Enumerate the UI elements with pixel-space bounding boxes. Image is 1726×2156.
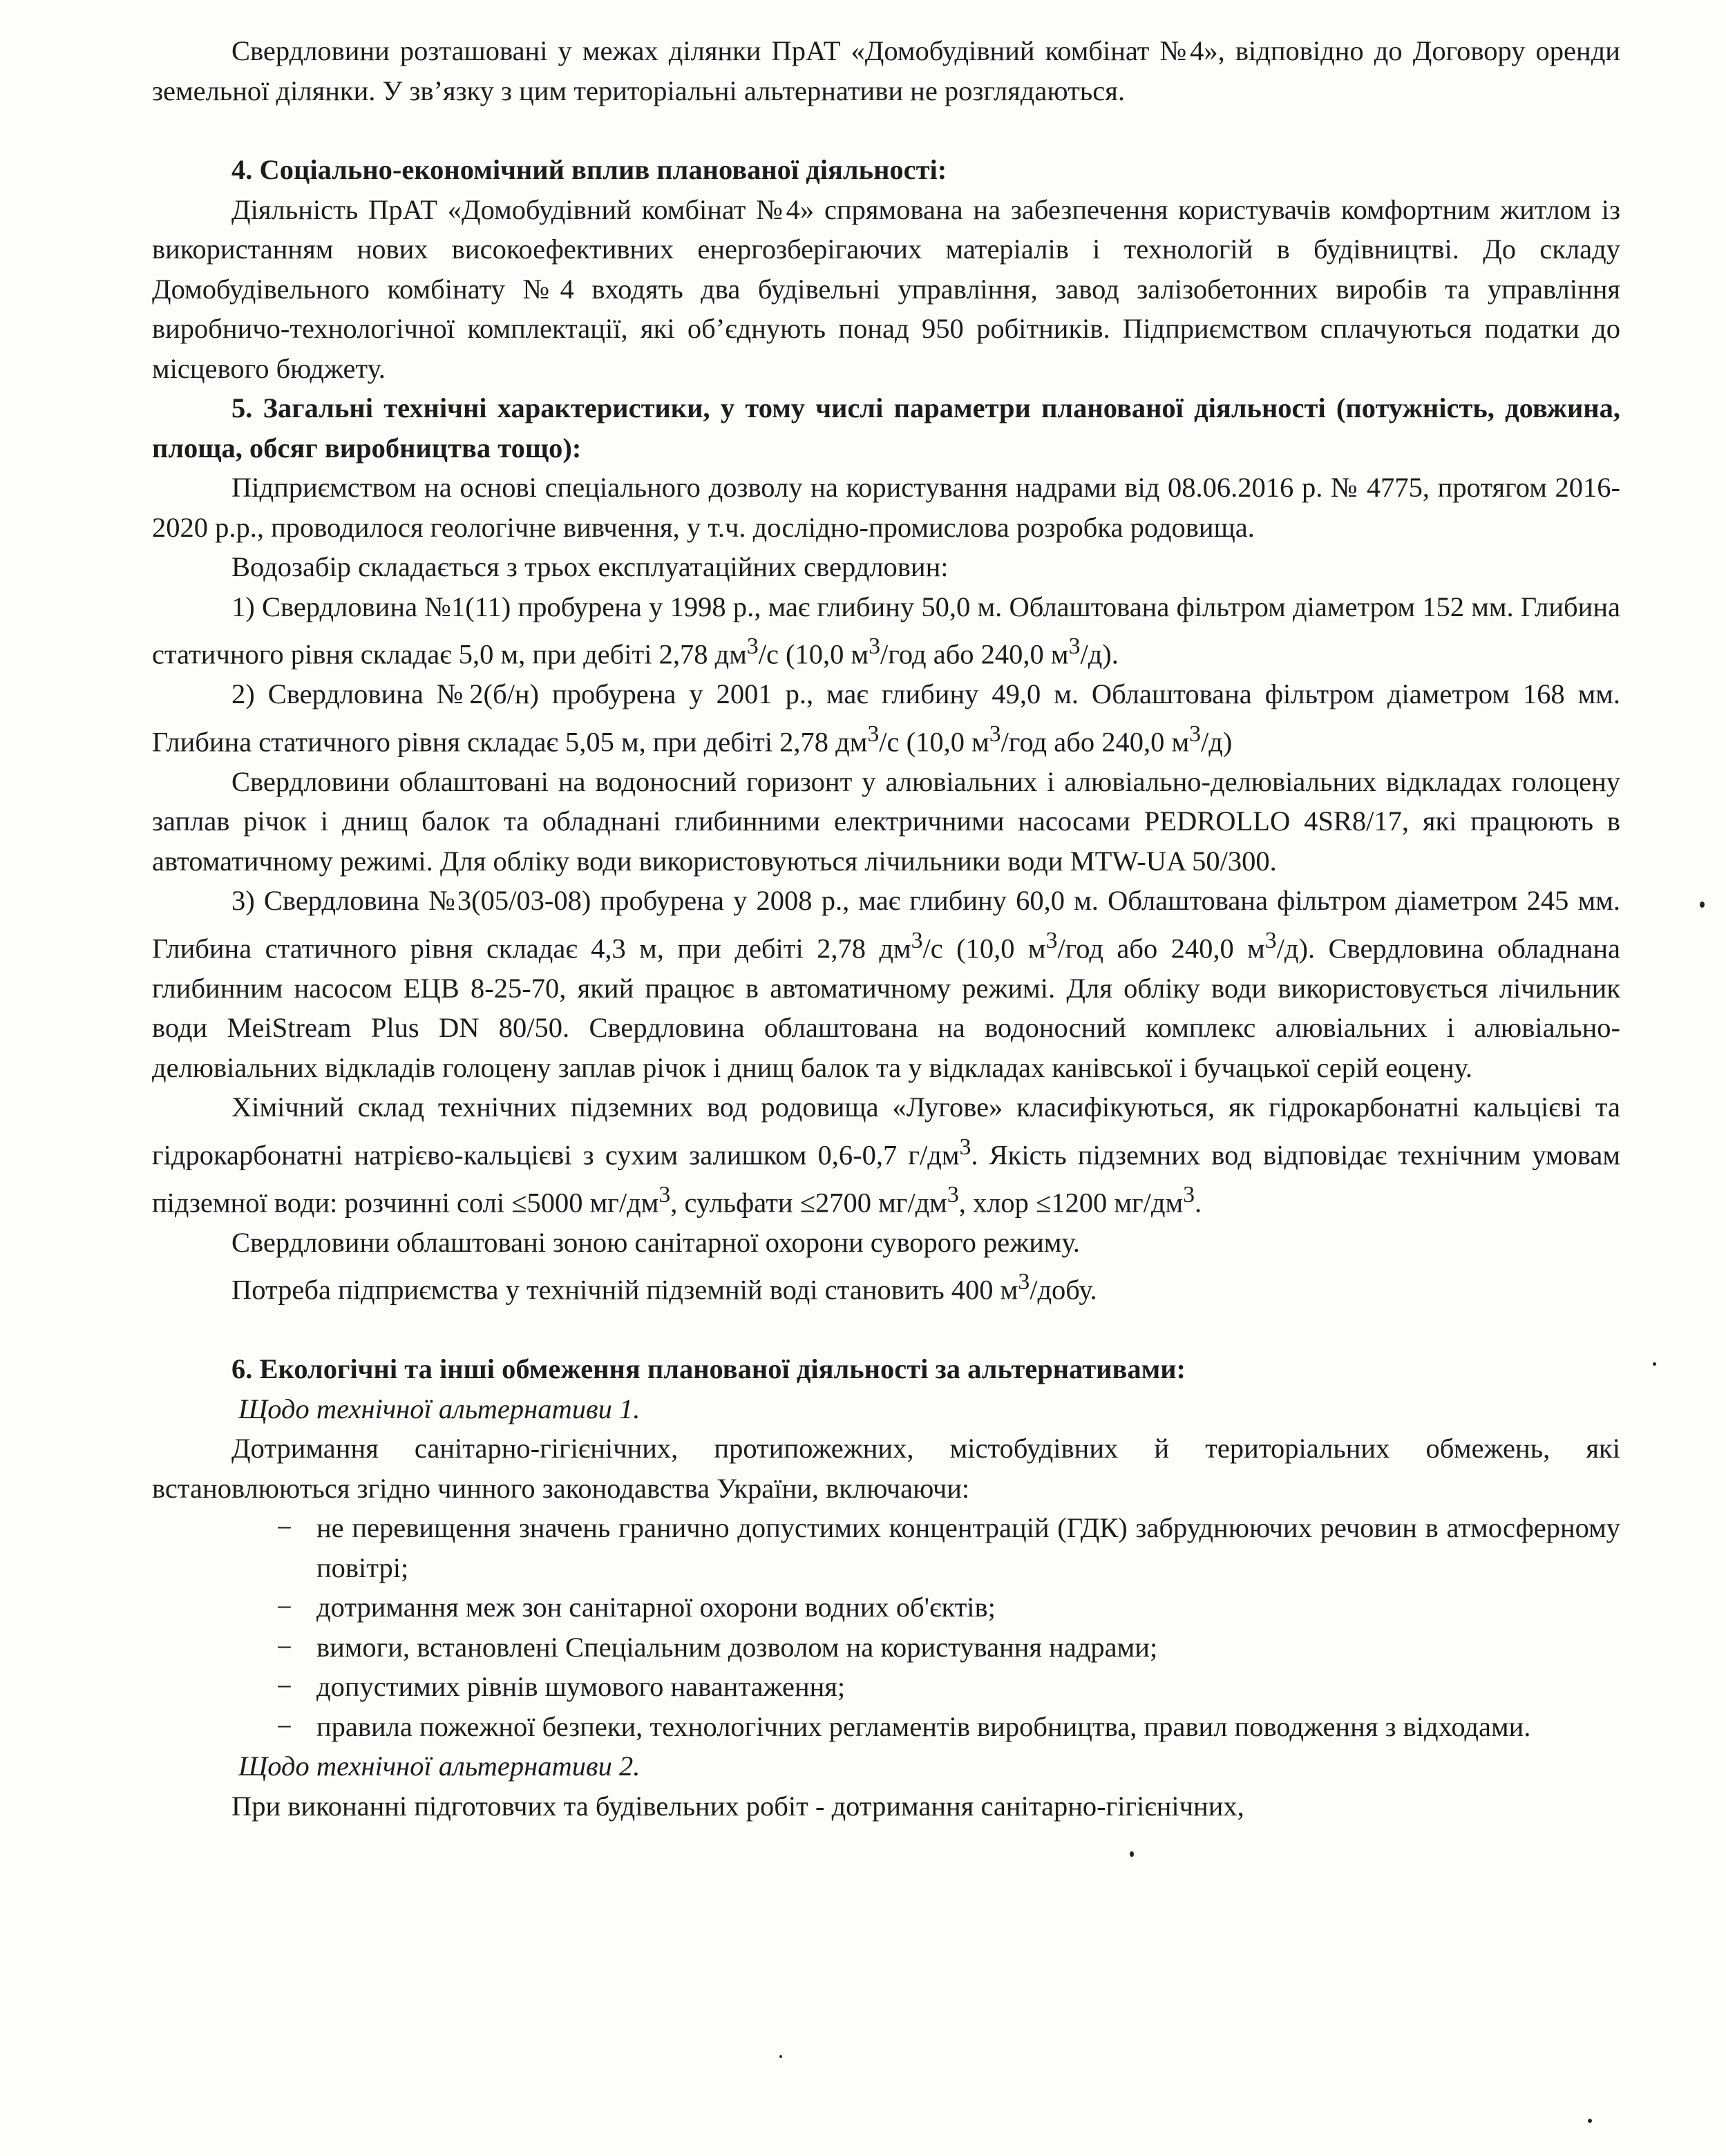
chem-text-b: . Якість підземних вод відповідає технічним умовам підземної води: розчинні солі ≤5000 мг/дм: [152, 1139, 1620, 1218]
well-3-text-c: /год або 240,0 м: [1057, 933, 1265, 964]
paragraph-water-demand: [152, 1262, 1620, 1310]
superscript-3: 3: [658, 1181, 671, 1208]
paragraph-well-2: [152, 674, 1620, 762]
well-1-text-b: /с (10,0 м: [758, 638, 869, 670]
document-page: [152, 31, 1620, 1826]
list-item: [152, 1508, 1620, 1587]
list-item: [152, 1628, 1620, 1668]
list-item: [152, 1667, 1620, 1707]
subheading-alternative-1: Щодо технічної альтернативи 1.: [238, 1393, 641, 1424]
list-item-text: не перевищення значень гранично допустимих концентрацій (ГДК) забруднюючих речовин в атмосферному повітрі;: [316, 1512, 1620, 1583]
section-heading-4: 4. Соціально-економічний вплив планованої діяльності:: [231, 154, 947, 185]
paragraph-subsoil-permit: Підприємством на основі спеціального дозволу на користування надрами від 08.06.2016 р. № 4775, протягом 2016-2020 р.р., проводилося геологічне вивчення, у т.ч. дослідно-промислова розробка родовища.: [152, 472, 1620, 543]
paragraph-preparatory-works: При виконанні підготовчих та будівельних робіт - дотримання санітарно-гігієнічних,: [231, 1790, 1244, 1822]
superscript-3: 3: [1189, 721, 1201, 747]
well-1-text-a: 1) Свердловина №1(11) пробурена у 1998 р., має глибину 50,0 м. Облаштована фільтром діаметром 152 мм. Глибина статичного рівня складає 5,0 м, при дебіті 2,78 дм: [152, 591, 1620, 670]
dash-marker: −: [276, 1592, 292, 1623]
paragraph-chemical-composition: [152, 1087, 1620, 1223]
list-item-text: правила пожежної безпеки, технологічних регламентів виробництва, правил поводження з відходами.: [316, 1710, 1531, 1742]
chem-text-c: , сульфати ≤2700 мг/дм: [670, 1187, 947, 1218]
well-2-text-d: /д): [1201, 726, 1233, 757]
section-heading-6: 6. Екологічні та інші обмеження планованої діяльності за альтернативами:: [231, 1353, 1186, 1384]
scan-speck: [1700, 901, 1705, 908]
list-item-text: допустимих рівнів шумового навантаження;: [316, 1671, 846, 1702]
dash-marker: −: [276, 1631, 292, 1663]
restrictions-list: [152, 1508, 1620, 1746]
superscript-3: 3: [867, 721, 880, 747]
paragraph-well-1: [152, 587, 1620, 675]
superscript-3: 3: [1045, 927, 1058, 953]
demand-text-a: Потреба підприємства у технічній підземній воді становить 400 м: [231, 1274, 1018, 1306]
superscript-3: 3: [989, 721, 1001, 747]
scan-speck: [1588, 2119, 1592, 2123]
superscript-3: 3: [1018, 1269, 1030, 1295]
paragraph-water-intake: Водозабір складається з трьох експлуатаційних свердловин:: [231, 551, 949, 582]
scan-speck: [1130, 1851, 1134, 1857]
superscript-3: 3: [1068, 633, 1081, 659]
superscript-3: 3: [911, 927, 923, 953]
paragraph-territorial-alternatives: Свердловини розташовані у межах ділянки ПрАТ «Домобудівний комбінат №4», відповідно до Договору оренди земельної ділянки. У зв’язку з цим територіальні альтернативи не розглядаються.: [152, 35, 1620, 106]
list-item: [152, 1707, 1620, 1747]
superscript-3: 3: [869, 633, 881, 659]
chem-text-e: .: [1194, 1187, 1202, 1218]
superscript-3: 3: [1183, 1181, 1195, 1208]
well-3-text-b: /с (10,0 м: [922, 933, 1046, 964]
list-item-text: вимоги, встановлені Спеціальним дозволом на користування надрами;: [316, 1631, 1158, 1663]
paragraph-restrictions: Дотримання санітарно-гігієнічних, протипожежних, містобудівних й територіальних обмежень, які встановлюються згідно чинного законодавства України, включаючи:: [152, 1433, 1620, 1504]
well-1-text-d: /д).: [1080, 638, 1119, 670]
scan-speck: [1653, 1362, 1656, 1366]
well-2-text-b: /с (10,0 м: [879, 726, 989, 757]
list-item: [152, 1587, 1620, 1628]
well-2-text-a: 2) Свердловина №2(б/н) пробурена у 2001 р., має глибину 49,0 м. Облаштована фільтром діаметром 168 мм. Глибина статичного рівня складає 5,05 м, при дебіті 2,78 дм: [152, 678, 1620, 757]
well-3-text-a: 3) Свердловина №3(05/03-08) пробурена у 2008 р., має глибину 60,0 м. Облаштована фільтром діаметром 245 мм. Глибина статичного рівня складає 4,3 м, при дебіті 2,78 дм: [152, 885, 1620, 964]
dash-marker: −: [276, 1671, 292, 1702]
paragraph-social-economic: Діяльність ПрАТ «Домобудівний комбінат №4» спрямована на забезпечення користувачів комфортним житлом із використанням нових високоефективних енергозберігаючих матеріалів і технологій в будівництві. До складу Домобудівельного комбінату №4 входять два будівельні управління, завод залізобетонних виробів та управління виробничо-технологічної комплектації, які об’єднують понад 950 робітників. Підприємством сплачуються податки до місцевого бюджету.: [152, 193, 1620, 384]
superscript-3: 3: [1264, 927, 1277, 953]
superscript-3: 3: [947, 1181, 959, 1208]
chem-text-d: , хлор ≤1200 мг/дм: [958, 1187, 1184, 1218]
superscript-3: 3: [746, 633, 759, 659]
superscript-3: 3: [959, 1134, 971, 1160]
paragraph-sanitary-zone: Свердловини облаштовані зоною санітарної охорони суворого режиму.: [231, 1226, 1080, 1258]
well-2-text-c: /год або 240,0 м: [1000, 726, 1190, 757]
paragraph-aquifer-pumps: Свердловини облаштовані на водоносний горизонт у алювіальних і алювіально-делювіальних відкладах голоцену заплав річок і днищ балок та обладнані глибинними електричними насосами PEDROLLO 4SR8/17, які працюють в автоматичному режимі. Для обліку води використовуються лічильники води MTW-UA 50/300.: [152, 765, 1620, 877]
paragraph-well-3: [152, 881, 1620, 1087]
scan-speck: [779, 2055, 782, 2058]
dash-marker: −: [276, 1710, 292, 1742]
chem-text-a: Хімічний склад технічних підземних вод родовища «Лугове» класифікуються, як гідрокарбонатні кальцієві та гідрокарбонатні натрієво-кальцієві з сухим залишком 0,6-0,7 г/дм: [152, 1091, 1620, 1170]
subheading-alternative-2: Щодо технічної альтернативи 2.: [238, 1750, 641, 1782]
list-item-text: дотримання меж зон санітарної охорони водних об'єктів;: [316, 1592, 996, 1623]
well-1-text-c: /год або 240,0 м: [880, 638, 1069, 670]
demand-text-b: /добу.: [1030, 1274, 1097, 1306]
dash-marker: −: [276, 1512, 292, 1543]
well-3-text-d: /д). Свердловина обладнана глибинним насосом ЕЦВ 8-25-70, який працює в автоматичному режимі. Для обліку води використовується лічильник води MeiStream Plus DN 80/50. Свердловина облаштована на водоносний комплекс алювіальних і алювіально-делювіальних відкладів голоцену заплав річок і днищ балок та у відкладах канівської і бучацької серій еоцену.: [152, 933, 1620, 1083]
section-heading-5: 5. Загальні технічні характеристики, у тому числі параметри планованої діяльності (потужність, довжина, площа, обсяг виробництва тощо):: [152, 392, 1620, 464]
